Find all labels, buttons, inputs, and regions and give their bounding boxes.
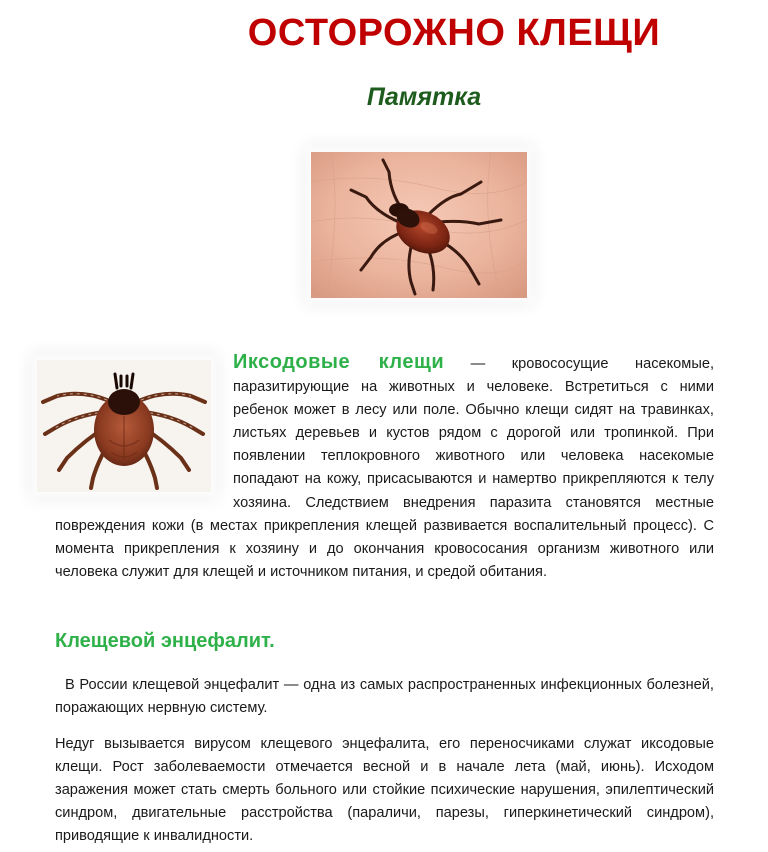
tick-on-skin-illustration <box>311 152 527 298</box>
intro-term: Иксодовые клещи <box>233 351 445 373</box>
encephalitis-paragraph-2: Недуг вызывается вирусом клещевого энцефалита, его переносчиками служат иксодовые клещи. Рост заболеваемости отмечается весной и в начале лета (май, июнь). Исходом заражения может стать смерть больного или стойкие психические нарушения, эпилептический синдром, двигательные расстройства (параличи, парезы, гиперкинетический синдром), приводящие к инвалидности. <box>55 736 714 845</box>
tick-on-skin-photo <box>311 152 527 298</box>
intro-text: — кровососущие насекомые, паразитирующие на животных и человеке. Встретиться с ними ребенок может в лесу или поле. Обычно клещи сидят на травинках, листьях деревьев и кустов рядом с дорогой или тропинкой. При появлении теплокровного животного или человека насекомые попадают на кожу, присасываются и намертво прикрепляются к телу хозяина. Следствием внедрения паразита становятся местные повреждения кожи (в местах прикрепления клещей развивается воспалительный процесс). С момента прикрепления к хозяину и до окончания кровососания организм животного или человека служит для клещей и источником питания, и средой обитания. <box>55 356 714 580</box>
encephalitis-heading: Клещевой энцефалит. <box>55 630 275 652</box>
page-subtitle: Памятка <box>366 83 482 111</box>
image-float-spacer <box>55 351 233 513</box>
encephalitis-paragraph-1: В России клещевой энцефалит — одна из самых распространенных инфекционных болезней, поражающих нервную систему. <box>55 677 714 717</box>
intro-paragraph <box>55 351 714 584</box>
page-title: ОСТОРОЖНО КЛЕЩИ <box>247 12 661 54</box>
